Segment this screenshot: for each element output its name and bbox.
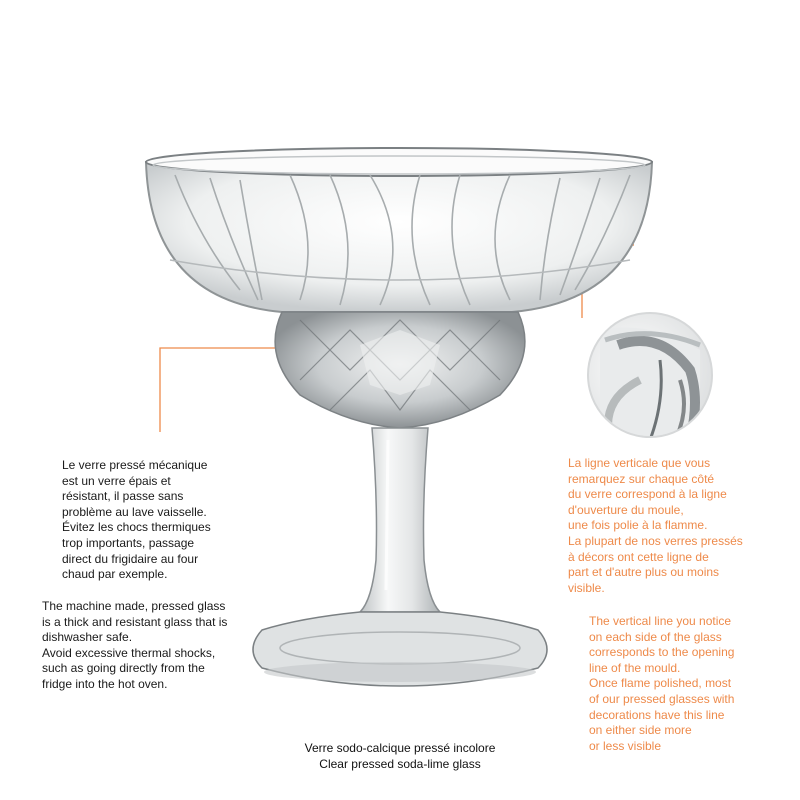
faceted-bulb [275,312,525,428]
right-french-description: La ligne verticale que vous remarquez sur chaque côté du verre correspond à la ligne d'ouverture du moule, une fois polie à la flamme. La plupart de nos verres pressés à décors ont cette ligne de part et d'autre plus ou moins visible. [568,456,743,595]
left-french-description: Le verre pressé mécanique est un verre épais et résistant, il passe sans problème au lave vaisselle. Évitez les chocs thermiques trop importants, passage direct du frigidaire au four chaud par exemple. [62,458,211,582]
mould-line-zoom-detail [588,313,712,440]
glass-foot [253,612,547,686]
caption-french: Verre sodo-calcique pressé incolore [304,741,496,755]
right-english-description: The vertical line you notice on each side of the glass corresponds to the opening line of the mould. Once flame polished, most of our pressed glasses with decorations have this line on either side more or less visible [589,614,735,753]
caption-english: Clear pressed soda-lime glass [319,757,481,771]
left-english-description: The machine made, pressed glass is a thick and resistant glass that is dishwasher safe. Avoid excessive thermal shocks, such as going directly from the fridge into the hot oven. [42,599,228,691]
left-callout-line [160,348,280,432]
glass-stem [360,428,440,612]
glass-bowl [146,148,652,312]
